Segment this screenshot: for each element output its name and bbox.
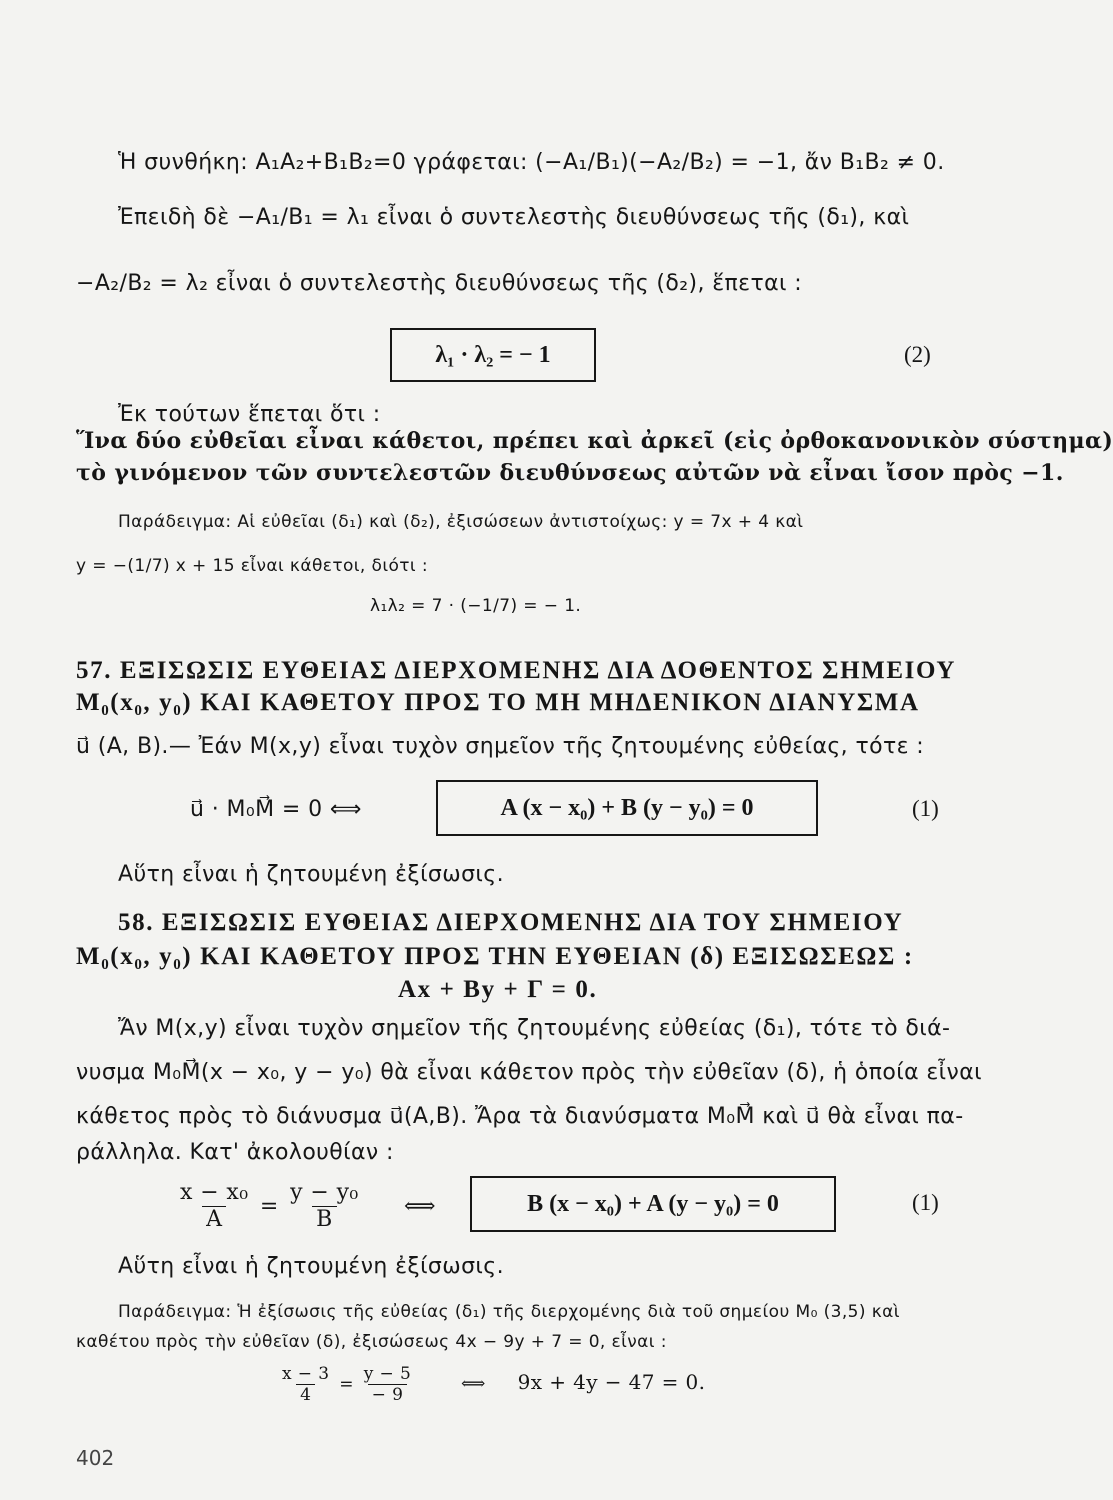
text-line: Αὕτη εἶναι ἡ ζητουμένη ἐξίσωσις.: [118, 862, 504, 887]
example-line: Παράδειγμα: Αἱ εὐθεῖαι (δ₁) καὶ (δ₂), ἐξισώσεων ἀντιστοίχως: y = 7x + 4 καὶ: [118, 512, 804, 532]
example-line: Παράδειγμα: Ἡ ἐξίσωσις τῆς εὐθείας (δ₁) τῆς διερχομένης διὰ τοῦ σημείου M₀ (3,5) καὶ: [118, 1302, 900, 1322]
numerator: y − y₀: [290, 1180, 359, 1205]
result-equation: 9x + 4y − 47 = 0.: [517, 1370, 706, 1395]
denominator: A: [202, 1206, 226, 1233]
equation-label: (2): [904, 342, 931, 367]
fraction-equation: [278, 1364, 705, 1406]
fraction: [360, 1364, 415, 1406]
text-line: Αὕτη εἶναι ἡ ζητουμένη ἐξίσωσις.: [118, 1254, 504, 1279]
equation-label: (1): [912, 796, 939, 821]
denominator: 4: [296, 1384, 315, 1405]
theorem-line: Ἵνα δύο εὐθεῖαι εἶναι κάθετοι, πρέπει καὶ ἀρκεῖ (εἰς ὀρθοκανονικὸν σύστημα): [76, 428, 1113, 454]
equation-box: A (x − x₀) + B (y − y₀) = 0: [436, 780, 818, 836]
example-line: καθέτου πρὸς τὴν εὐθεῖαν (δ), ἐξισώσεως 4x − 9y + 7 = 0, εἶναι :: [76, 1332, 667, 1352]
denominator: B: [312, 1206, 337, 1233]
fraction-equation: [176, 1180, 436, 1234]
text-line: Ἐκ τούτων ἕπεται ὅτι :: [118, 402, 381, 427]
equation-box: B (x − x₀) + A (y − y₀) = 0: [470, 1176, 836, 1232]
theorem-line: τὸ γινόμενον τῶν συντελεστῶν διευθύνσεως αὐτῶν νὰ εἶναι ἴσον πρὸς −1.: [76, 460, 1064, 486]
fraction: [176, 1180, 252, 1234]
example-line: λ₁λ₂ = 7 · (−1/7) = − 1.: [370, 596, 582, 616]
equation-lhs: u⃗ · M₀M⃗ = 0 ⟺: [190, 797, 362, 822]
example-line: y = −(1/7) x + 15 εἶναι κάθετοι, διότι :: [76, 556, 429, 576]
text-line: κάθετος πρὸς τὸ διάνυσμα u⃗(A,B). Ἄρα τὰ διανύσματα M₀M⃗ καὶ u⃗ θὰ εἶναι πα-: [76, 1104, 964, 1129]
equation-box: λ₁ · λ₂ = − 1: [390, 328, 596, 382]
section-heading: M₀(x₀, y₀) ΚΑΙ ΚΑΘΕΤΟΥ ΠΡΟΣ ΤΟ ΜΗ ΜΗΔΕΝΙΚΟΝ ΔΙΑΝΥΣΜΑ: [76, 689, 920, 716]
equivalence-arrow: ⟺: [404, 1193, 436, 1219]
numerator: x − 3: [282, 1364, 330, 1384]
section-heading: 58. ΕΞΙΣΩΣΙΣ ΕΥΘΕΙΑΣ ΔΙΕΡΧΟΜΕΝΗΣ ΔΙΑ ΤΟΥ ΣΗΜΕΙΟΥ: [118, 909, 904, 936]
section-heading: 57. ΕΞΙΣΩΣΙΣ ΕΥΘΕΙΑΣ ΔΙΕΡΧΟΜΕΝΗΣ ΔΙΑ ΔΟΘΕΝΤΟΣ ΣΗΜΕΙΟΥ: [76, 657, 957, 684]
fraction: [286, 1180, 363, 1234]
equation-label: (1): [912, 1190, 939, 1215]
text-line: Ἄν M(x,y) εἶναι τυχὸν σημεῖον τῆς ζητουμένης εὐθείας (δ₁), τότε τὸ διά-: [118, 1016, 951, 1041]
equals-sign: =: [259, 1193, 279, 1219]
text-line: u⃗ (A, B).— Ἐάν M(x,y) εἶναι τυχὸν σημεῖον τῆς ζητουμένης εὐθείας, τότε :: [76, 734, 925, 759]
denominator: − 9: [368, 1384, 408, 1405]
text-line: ράλληλα. Κατ' ἀκολουθίαν :: [76, 1140, 394, 1165]
section-heading: M₀(x₀, y₀) ΚΑΙ ΚΑΘΕΤΟΥ ΠΡΟΣ ΤΗΝ ΕΥΘΕΙΑΝ (δ) ΕΞΙΣΩΣΕΩΣ :: [76, 943, 914, 970]
text-line: −A₂/B₂ = λ₂ εἶναι ὁ συντελεστὴς διευθύνσεως τῆς (δ₂), ἕπεται :: [76, 271, 803, 296]
text-line: νυσμα M₀M⃗(x − x₀, y − y₀) θὰ εἶναι κάθετον πρὸς τὴν εὐθεῖαν (δ), ἡ ὁποία εἶναι: [76, 1060, 982, 1085]
equals-sign: =: [339, 1374, 354, 1395]
text-line: Ἡ συνθήκη: A₁A₂+B₁B₂=0 γράφεται: (−A₁/B₁)(−A₂/B₂) = −1, ἄν B₁B₂ ≠ 0.: [118, 150, 945, 175]
section-heading: Ax + By + Γ = 0.: [398, 976, 598, 1003]
numerator: y − 5: [363, 1364, 412, 1384]
page-number: 402: [76, 1446, 115, 1470]
numerator: x − x₀: [180, 1180, 249, 1205]
equivalence-arrow: ⟺: [461, 1374, 486, 1395]
fraction: [278, 1364, 333, 1406]
text-line: Ἐπειδὴ δὲ −A₁/B₁ = λ₁ εἶναι ὁ συντελεστὴς διευθύνσεως τῆς (δ₁), καὶ: [118, 205, 910, 230]
